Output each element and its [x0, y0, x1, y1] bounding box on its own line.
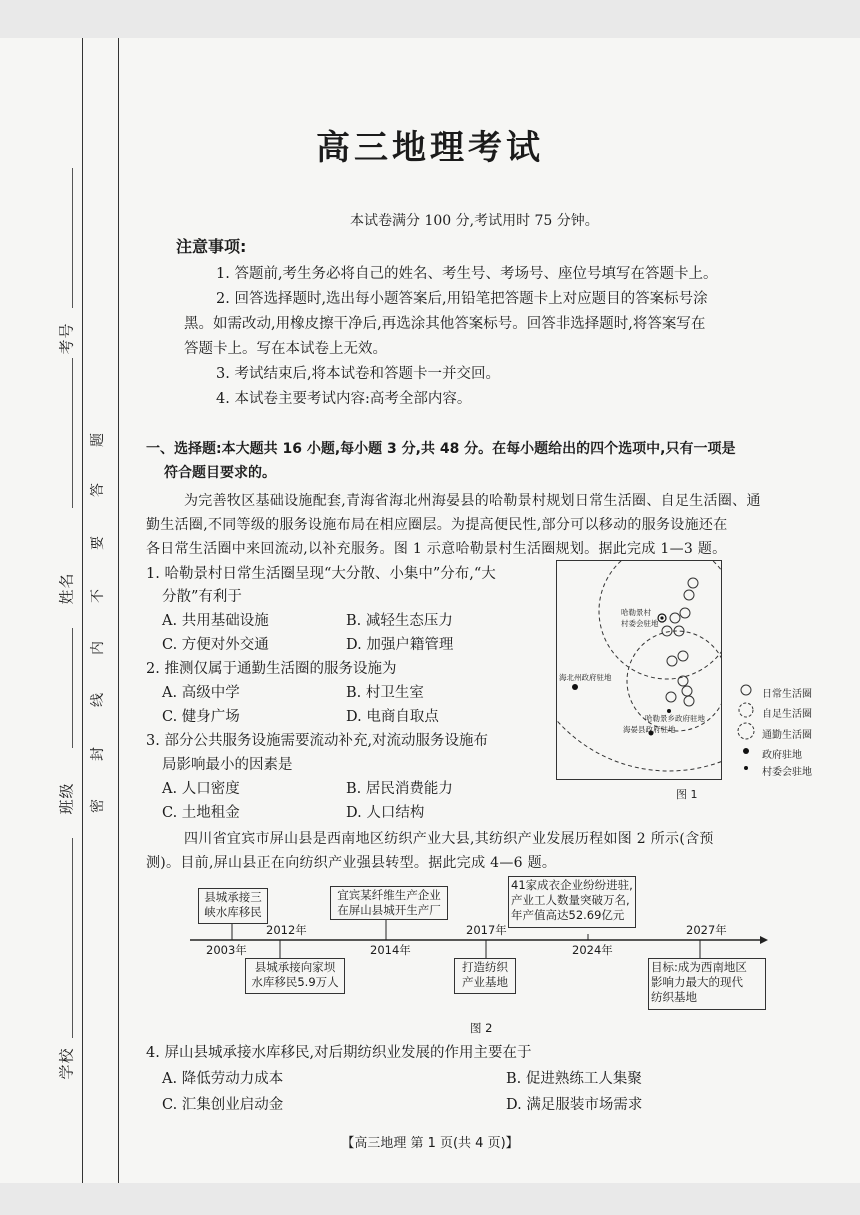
- seal-char: 线: [90, 693, 106, 707]
- event-line: 宜宾某纤维生产企业: [337, 888, 441, 902]
- option: A. 高级中学: [162, 685, 240, 701]
- year-2017: 2017年: [466, 923, 507, 937]
- year-2014: 2014年: [370, 943, 411, 957]
- binding-line-inner: [118, 38, 119, 1183]
- question-stem: 1. 哈勒景村日常生活圈呈现“大分散、小集中”分布,“大: [146, 566, 496, 582]
- name-label: 姓名: [57, 572, 76, 605]
- binding-line-outer: [82, 38, 83, 1183]
- daily-circle: [678, 651, 688, 661]
- option: A. 共用基础设施: [162, 613, 269, 629]
- question-stem: 3. 部分公共服务设施需要流动补充,对流动服务设施布: [146, 733, 489, 749]
- event-line: 影响力最大的现代: [651, 975, 743, 989]
- label-township: 哈勒景乡政府驻地: [645, 714, 705, 723]
- seal-char: 内: [90, 641, 106, 655]
- event-line: 县城承接三: [204, 890, 262, 904]
- notice-line: 黑。如需改动,用橡皮擦干净后,再选涂其他答案标号。回答非选择题时,将答案写在: [184, 316, 706, 332]
- label-village: 哈勒景村: [621, 608, 651, 617]
- legend-village-icon: [744, 766, 748, 770]
- option: C. 健身广场: [162, 709, 240, 725]
- notice-line: 4. 本试卷主要考试内容:高考全部内容。: [216, 391, 472, 407]
- event-line: 产业工人数量突破万名,: [511, 893, 630, 907]
- option: B. 村卫生室: [346, 685, 424, 701]
- event-line: 打造纺织: [462, 960, 508, 974]
- option: B. 减轻生态压力: [346, 613, 453, 629]
- exam-info: 本试卷满分 100 分,考试用时 75 分钟。: [350, 213, 599, 229]
- event-line: 目标:成为西南地区: [651, 960, 747, 974]
- option: D. 电商自取点: [346, 709, 439, 725]
- label-county: 海晏县政府驻地: [623, 725, 676, 734]
- event-2003: [198, 888, 268, 924]
- name-blank: [72, 628, 73, 748]
- village-dot: [660, 616, 663, 619]
- label-haibei: 海北州政府驻地: [559, 673, 612, 682]
- passage-line: 为完善牧区基础设施配套,青海省海北州海晏县的哈勒景村规划日常生活圈、自足生活圈、通: [184, 493, 761, 509]
- question-stem: 分散”有利于: [162, 589, 242, 605]
- exam-no-blank: [72, 168, 73, 308]
- option: B. 居民消费能力: [346, 781, 453, 797]
- option: A. 降低劳动力成本: [162, 1071, 284, 1087]
- option: C. 方便对外交通: [162, 637, 269, 653]
- notice-line: 2. 回答选择题时,选出每小题答案后,用铅笔把答题卡上对应题目的答案标号涂: [216, 291, 708, 307]
- label-village-2: 村委会驻地: [621, 619, 659, 628]
- exam-page: [0, 38, 860, 1183]
- legend-self-icon: [739, 703, 753, 717]
- legend-daily: 日常生活圈: [762, 689, 812, 700]
- option: D. 人口结构: [346, 805, 425, 821]
- legend-gov: 政府驻地: [762, 750, 802, 761]
- class-blank: [72, 838, 73, 1038]
- daily-circle: [666, 692, 676, 702]
- event-line: 纺织基地: [651, 990, 697, 1004]
- page-footer: 【高三地理 第 1 页(共 4 页)】: [341, 1136, 519, 1151]
- legend-self: 自足生活圈: [762, 709, 812, 720]
- daily-circle: [662, 626, 672, 636]
- option: B. 促进熟练工人集聚: [506, 1071, 642, 1087]
- school-label: 学校: [57, 1047, 76, 1080]
- option: D. 加强户籍管理: [346, 637, 454, 653]
- legend-commute: 通勤生活圈: [762, 730, 812, 741]
- seal-char: 要: [90, 536, 106, 550]
- figure-1-caption: 图 1: [676, 788, 698, 801]
- event-2017: [454, 958, 516, 994]
- passage-line: 四川省宜宾市屏山县是西南地区纺织产业大县,其纺织产业发展历程如图 2 所示(含预: [184, 831, 714, 847]
- event-line: 产业基地: [462, 975, 508, 989]
- event-line: 在屏山县城开生产厂: [337, 903, 441, 917]
- timeline-arrow: [760, 936, 768, 944]
- notice-line: 答题卡上。写在本试卷上无效。: [184, 341, 387, 357]
- year-2024: 2024年: [572, 943, 613, 957]
- event-2012: [245, 958, 345, 994]
- class-label: 班级: [57, 782, 76, 815]
- event-line: 峡水库移民: [204, 905, 262, 919]
- seal-char: 题: [90, 433, 106, 447]
- daily-circle: [680, 608, 690, 618]
- year-2027: 2027年: [686, 923, 727, 937]
- option: A. 人口密度: [162, 781, 240, 797]
- figure-2-caption: 图 2: [470, 1021, 493, 1035]
- section-heading: 符合题目要求的。: [164, 465, 276, 481]
- event-2027: [648, 958, 766, 1010]
- commute-circle: [557, 561, 721, 771]
- event-line: 县城承接向家坝: [254, 960, 336, 974]
- option: C. 汇集创业启动金: [162, 1097, 284, 1113]
- year-2003: 2003年: [206, 943, 247, 957]
- seal-char: 密: [90, 799, 106, 813]
- event-line: 41家成衣企业纷纷进驻,: [511, 878, 633, 892]
- self-circle: [599, 561, 721, 679]
- event-2014: [330, 886, 448, 920]
- legend-commute-icon: [738, 723, 754, 739]
- event-line: 年产值高达52.69亿元: [511, 908, 625, 922]
- notice-line: 3. 考试结束后,将本试卷和答题卡一并交回。: [216, 366, 501, 382]
- section-heading: 一、选择题:本大题共 16 小题,每小题 3 分,共 48 分。在每小题给出的四个选项中,只有一项是: [146, 441, 736, 457]
- exam-no-label: 考号: [57, 322, 76, 355]
- question-stem: 2. 推测仅属于通勤生活圈的服务设施为: [146, 661, 397, 677]
- daily-circle: [684, 590, 694, 600]
- figure-1-svg: [557, 561, 721, 779]
- option: D. 满足服装市场需求: [506, 1097, 643, 1113]
- legend-gov-icon: [743, 748, 749, 754]
- daily-circle: [684, 696, 694, 706]
- legend-daily-icon: [741, 685, 751, 695]
- seal-char: 不: [90, 589, 106, 603]
- haibei-gov-point: [572, 684, 578, 690]
- page-title: 高三地理考试: [316, 128, 544, 168]
- daily-circle: [682, 686, 692, 696]
- daily-circle: [688, 578, 698, 588]
- daily-circle: [667, 656, 677, 666]
- event-2024: [508, 876, 636, 928]
- notice-heading: 注意事项:: [176, 237, 247, 256]
- exam-no-blank-lower: [72, 358, 73, 508]
- legend-village: 村委会驻地: [762, 767, 812, 778]
- event-line: 水库移民5.9万人: [251, 975, 339, 989]
- passage-line: 勤生活圈,不同等级的服务设施布局在相应圈层。为提高便民性,部分可以移动的服务设施还在: [146, 517, 728, 533]
- seal-char: 答: [90, 483, 106, 497]
- passage-line: 各日常生活圈中来回流动,以补充服务。图 1 示意哈勒景村生活圈规划。据此完成 1—3 题。: [146, 541, 727, 557]
- passage-line: 测)。目前,屏山县正在向纺织产业强县转型。据此完成 4—6 题。: [146, 855, 557, 871]
- fig1-legend-symbols: [734, 682, 762, 782]
- question-stem: 局影响最小的因素是: [162, 757, 293, 773]
- year-2012: 2012年: [266, 923, 307, 937]
- daily-circle: [670, 613, 680, 623]
- option: C. 土地租金: [162, 805, 240, 821]
- daily-circle: [678, 676, 688, 686]
- figure-1-map: [556, 560, 722, 780]
- question-stem: 4. 屏山县城承接水库移民,对后期纺织业发展的作用主要在于: [146, 1045, 532, 1061]
- notice-line: 1. 答题前,考生务必将自己的姓名、考生号、考场号、座位号填写在答题卡上。: [216, 266, 718, 282]
- seal-char: 封: [90, 747, 106, 761]
